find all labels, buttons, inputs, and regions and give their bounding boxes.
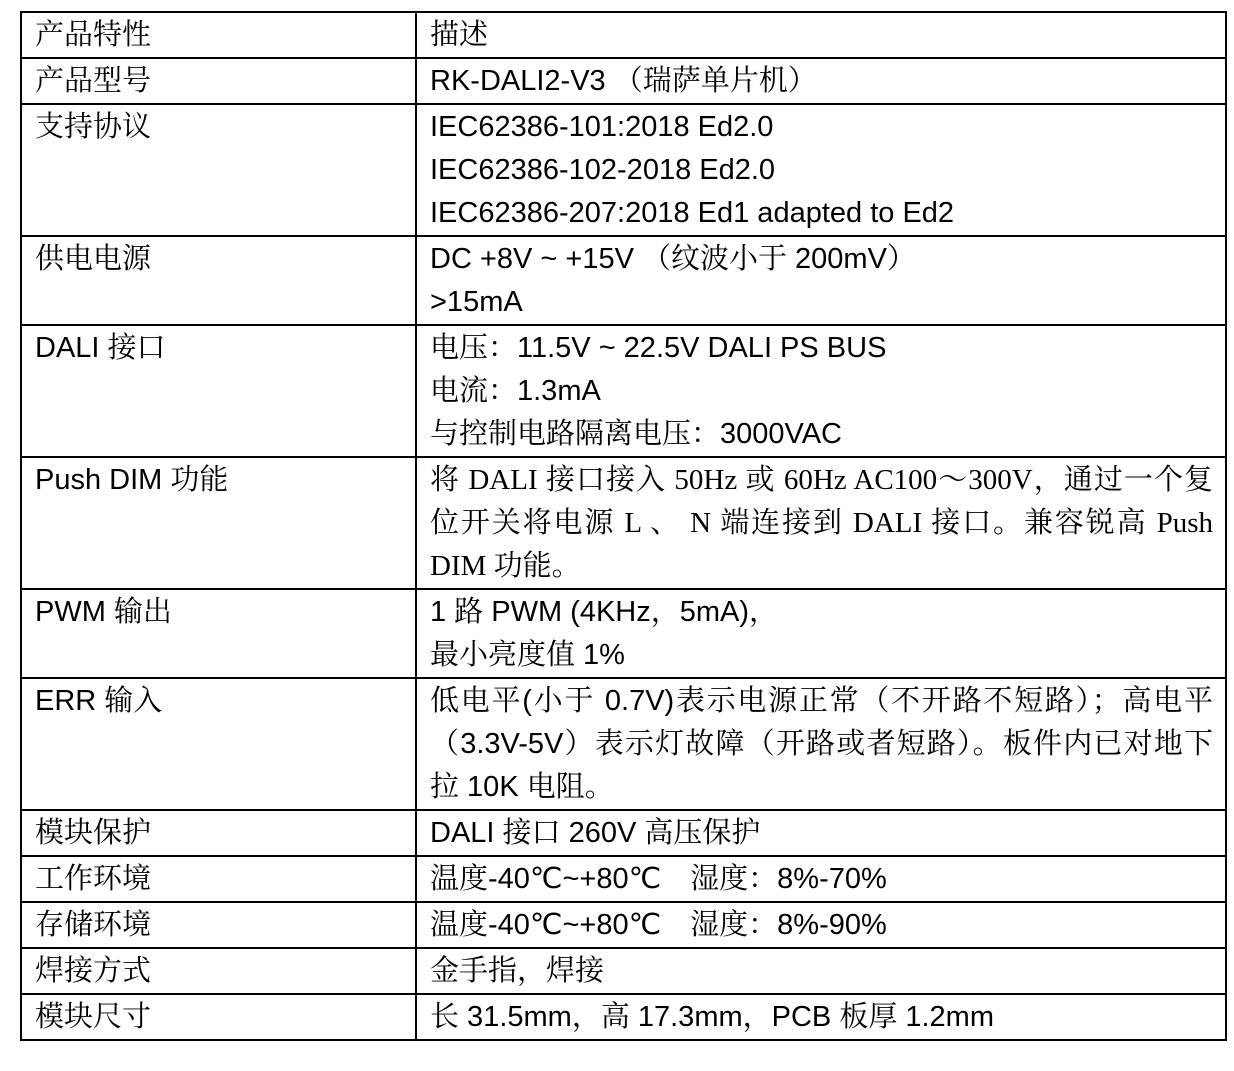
row-description: 金手指，焊接 (416, 948, 1226, 994)
table-row (21, 948, 1226, 994)
row-label: 工作环境 (21, 856, 416, 902)
row-label: DALI 接口 (21, 325, 416, 457)
row-label: PWM 输出 (21, 589, 416, 678)
row-label: Push DIM 功能 (21, 457, 416, 589)
row-description: 低电平(小于 0.7V)表示电源正常（不开路不短路）；高电平（3.3V-5V）表示灯故障（开路或者短路）。板件内已对地下拉 10K 电阻。 (416, 678, 1226, 810)
row-description: 1 路 PWM (4KHz，5mA)， 最小亮度值 1% (416, 589, 1226, 678)
row-label: 模块保护 (21, 810, 416, 856)
table-row (21, 236, 1226, 325)
row-label: 支持协议 (21, 104, 416, 236)
row-description: 将 DALI 接口接入 50Hz 或 60Hz AC100～300V，通过一个复位开关将电源 L 、 N 端连接到 DALI 接口。兼容锐高 Push DIM 功能。 (416, 457, 1226, 589)
row-description: DC +8V ~ +15V （纹波小于 200mV） >15mA (416, 236, 1226, 325)
product-spec-table (20, 11, 1227, 1041)
column-header-description: 描述 (416, 12, 1226, 58)
column-header-feature: 产品特性 (21, 12, 416, 58)
row-description: 温度-40℃~+80℃ 湿度：8%-70% (416, 856, 1226, 902)
table-row (21, 589, 1226, 678)
table-header-row (21, 12, 1226, 58)
row-description: 温度-40℃~+80℃ 湿度：8%-90% (416, 902, 1226, 948)
row-label: 存储环境 (21, 902, 416, 948)
row-description: IEC62386-101:2018 Ed2.0 IEC62386-102-2018 Ed2.0 IEC62386-207:2018 Ed1 adapted to Ed2 (416, 104, 1226, 236)
row-description: RK-DALI2-V3 （瑞萨单片机） (416, 58, 1226, 104)
product-spec-document (20, 11, 1227, 1041)
row-label: 模块尺寸 (21, 994, 416, 1040)
row-description: 电压：11.5V ~ 22.5V DALI PS BUS 电流：1.3mA 与控制电路隔离电压：3000VAC (416, 325, 1226, 457)
table-row (21, 678, 1226, 810)
row-label: 焊接方式 (21, 948, 416, 994)
row-label: 产品型号 (21, 58, 416, 104)
table-row (21, 104, 1226, 236)
table-row (21, 810, 1226, 856)
row-label: ERR 输入 (21, 678, 416, 810)
table-row (21, 58, 1226, 104)
table-row (21, 325, 1226, 457)
row-description: DALI 接口 260V 高压保护 (416, 810, 1226, 856)
table-row (21, 902, 1226, 948)
table-row (21, 457, 1226, 589)
row-description: 长 31.5mm，高 17.3mm，PCB 板厚 1.2mm (416, 994, 1226, 1040)
table-row (21, 994, 1226, 1040)
table-row (21, 856, 1226, 902)
row-label: 供电电源 (21, 236, 416, 325)
